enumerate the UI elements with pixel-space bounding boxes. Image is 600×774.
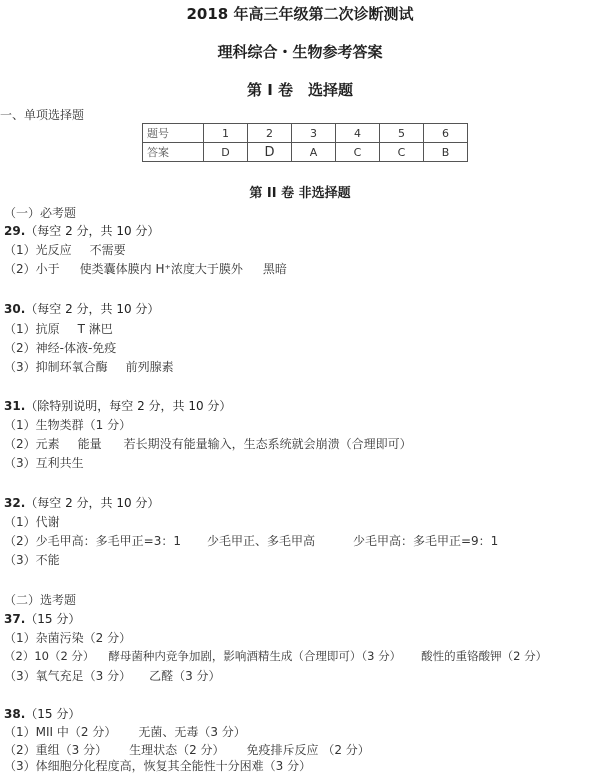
table-cell: C: [336, 143, 380, 162]
table-cell: 6: [424, 124, 468, 143]
document-subtitle: 理科综合・生物参考答案: [217, 43, 383, 61]
table-cell: D: [248, 143, 292, 162]
answer-line: （1）MII 中（2 分） 无菌、无毒（3 分）: [4, 725, 246, 739]
table-row-numbers: [143, 124, 468, 143]
answer-line: （2）重组（3 分） 生理状态（2 分） 免疫排斥反应 （2 分）: [4, 743, 370, 757]
table-cell: 1: [204, 124, 248, 143]
answer-line: （3）体细胞分化程度高，恢复其全能性十分困难（3 分）: [4, 759, 312, 773]
question-29-header: 29.（每空 2 分，共 10 分）: [4, 224, 160, 238]
answer-line: （2）小于 使类囊体膜内 H⁺浓度大于膜外 黑暗: [4, 262, 287, 276]
answer-line: （2）10（2 分） 酵母菌种内竞争加剧，影响酒精生成（合理即可）（3 分） 酸性的重铬酸钾（2 分）: [4, 649, 548, 663]
table-cell: 2: [248, 124, 292, 143]
required-label: （一）必考题: [4, 206, 77, 220]
table-cell: D: [204, 143, 248, 162]
question-32-header: 32.（每空 2 分，共 10 分）: [4, 496, 160, 510]
row-header: 题号: [143, 124, 204, 143]
part1-title: 第 I 卷 选择题: [246, 81, 354, 99]
table-cell: 3: [292, 124, 336, 143]
answer-line: （2）神经-体液-免疫: [4, 341, 117, 355]
document-title: 2018 年高三年级第二次诊断测试: [186, 5, 414, 23]
table-cell: 5: [380, 124, 424, 143]
answer-line: （2）元素 能量 若长期没有能量输入，生态系统就会崩溃（合理即可）: [4, 437, 412, 451]
answer-line: （2）少毛甲高：多毛甲正=3：1 少毛甲正、多毛甲高 少毛甲高：多毛甲正=9：1: [4, 534, 499, 548]
table-cell: C: [380, 143, 424, 162]
answer-line: （1）代谢: [4, 515, 60, 529]
answer-line: （3）互利共生: [4, 456, 84, 470]
table-cell: B: [424, 143, 468, 162]
question-37-header: 37.（15 分）: [4, 612, 81, 626]
answer-line: （1）光反应 不需要: [4, 243, 126, 257]
answer-line: （1）杂菌污染（2 分）: [4, 631, 132, 645]
answer-line: （1）生物类群（1 分）: [4, 418, 132, 432]
section-label-single-choice: 一、单项选择题: [0, 108, 85, 122]
row-header: 答案: [143, 143, 204, 162]
answer-line: （3）不能: [4, 553, 60, 567]
table-cell: A: [292, 143, 336, 162]
question-30-header: 30.（每空 2 分，共 10 分）: [4, 302, 160, 316]
question-38-header: 38.（15 分）: [4, 707, 81, 721]
table-row-answers: [143, 143, 468, 162]
optional-label: （二）选考题: [4, 593, 77, 607]
answer-line: （3）氧气充足（3 分） 乙醛（3 分）: [4, 669, 221, 683]
part2-title: 第 II 卷 非选择题: [249, 186, 351, 201]
answer-table: [142, 123, 468, 162]
table-cell: 4: [336, 124, 380, 143]
answer-line: （1）抗原 T 淋巴: [4, 322, 113, 336]
answer-line: （3）抑制环氧合酶 前列腺素: [4, 360, 174, 374]
question-31-header: 31.（除特别说明，每空 2 分，共 10 分）: [4, 399, 232, 413]
